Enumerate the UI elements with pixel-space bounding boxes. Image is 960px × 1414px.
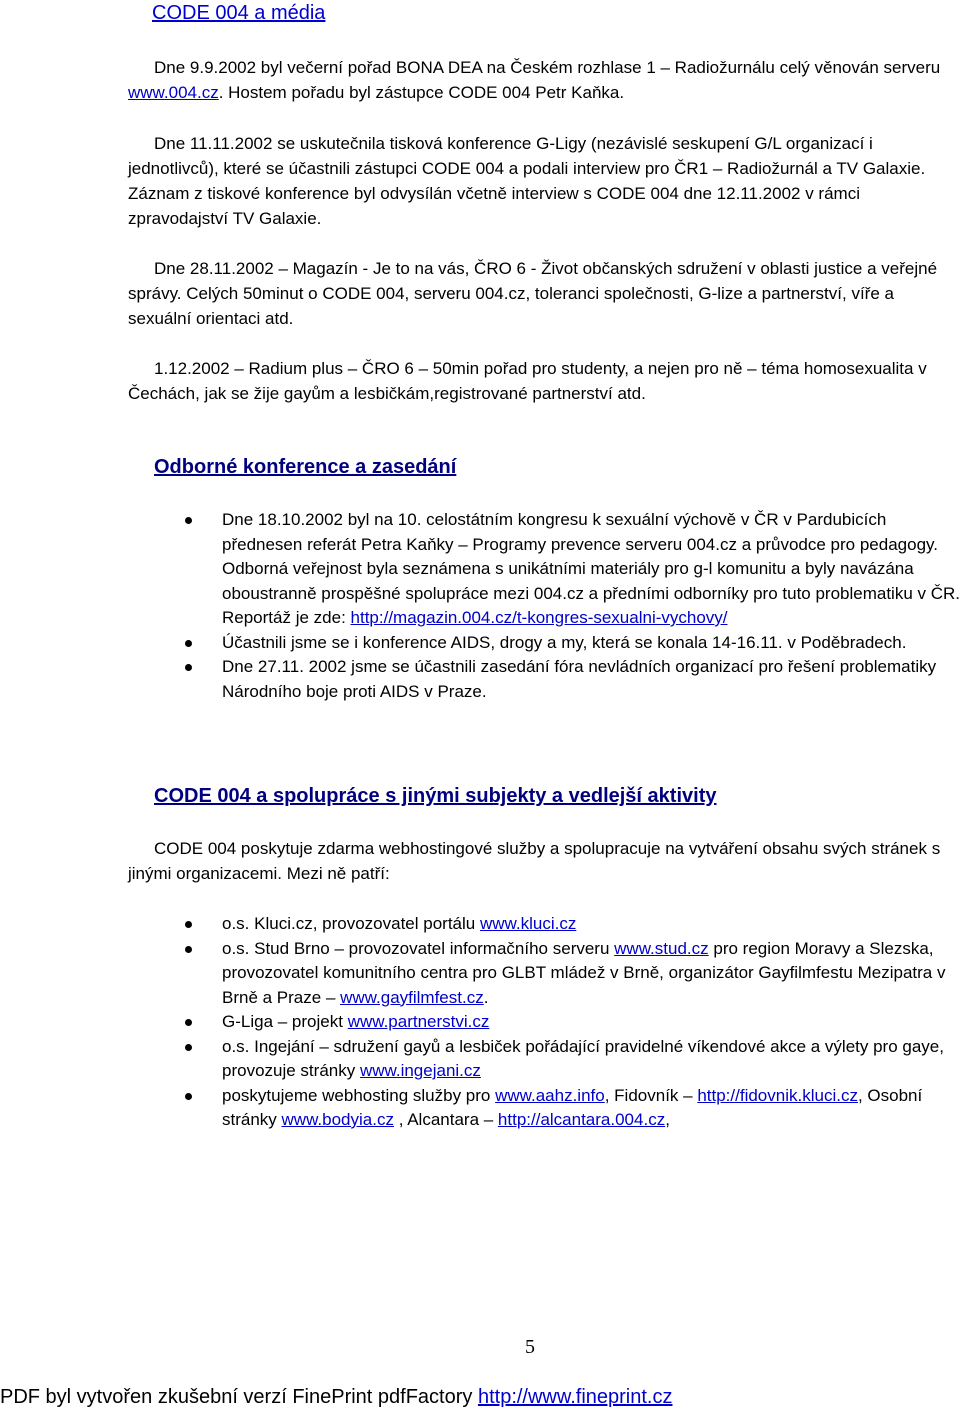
coop-item-5-text-a: poskytujeme webhosting služby pro	[222, 1085, 496, 1105]
list-item	[180, 912, 960, 937]
media-paragraph-3: Dne 28.11.2002 – Magazín - Je to na vás, ČRO 6 - Život občanských sdružení v oblasti justice a veřejné správy. Celých 50minut o CODE 004, serveru 004.cz, toleranci společnosti, G-lize a partnerství, víře a sexuální orientaci atd.	[128, 259, 938, 328]
pdf-footer	[0, 1386, 672, 1409]
conference-item-1-text: Dne 18.10.2002 byl na 10. celostátním kongresu k sexuální výchově v ČR v Pardubicích přednesen referát Petra Kaňky – Programy prevence serveru 004.cz a průvodce pro pedagogy. Odborná veřejnost byla seznámena s unikátními materiály pro g-l komunitu a byly navázána oboustranně prospěšné spolupráce mezi 004.cz a předními odborníky pro tuto problematiku v ČR. Reportáž je zde:	[222, 510, 960, 627]
link-kluci-cz[interactable]: www.kluci.cz	[479, 914, 577, 933]
conferences-list	[180, 508, 960, 704]
link-aahz-info[interactable]: www.aahz.info	[495, 1085, 605, 1105]
list-item: Dne 27.11. 2002 jsme se účastnili zasedání fóra nevládních organizací pro řešení problematiky Národního boje proti AIDS v Praze.	[180, 655, 960, 704]
coop-item-2-text-b: pro region Moravy a Slezska, provozovatel komunitního centra pro GLBT mládež v Brně, organizátor Gayfilmfestu Mezipatra v Brně a Praze –	[222, 938, 946, 1007]
page-number: 5	[525, 1336, 535, 1358]
link-bodyia-cz[interactable]: www.bodyia.cz	[281, 1110, 394, 1129]
link-gayfilmfest-cz[interactable]: www.gayfilmfest.cz	[340, 987, 484, 1007]
coop-item-5-text-e: ,	[665, 1110, 670, 1129]
cooperation-intro: CODE 004 poskytuje zdarma webhostingové služby a spolupracuje na vytváření obsahu svých stránek s jinými organizacemi. Mezi ně patří:	[128, 839, 941, 883]
coop-item-3-text: G-Liga – projekt	[222, 1012, 348, 1031]
coop-item-1-text: o.s. Kluci.cz, provozovatel portálu	[222, 914, 480, 933]
media-p1-text-b: . Hostem pořadu byl zástupce CODE 004 Petr Kaňka.	[218, 83, 625, 102]
cooperation-list	[180, 912, 960, 1133]
link-magazin-report[interactable]: http://magazin.004.cz/t-kongres-sexualni-vychovy/	[350, 608, 728, 627]
section-title-conferences: Odborné konference a zasedání	[154, 456, 457, 478]
list-item	[180, 1084, 960, 1133]
list-item	[180, 1010, 960, 1035]
media-paragraph-1	[128, 55, 960, 105]
coop-item-2-text-c: .	[483, 987, 489, 1007]
coop-item-5-text-b: , Fidovník –	[604, 1085, 698, 1105]
link-004-cz[interactable]: www.004.cz	[128, 83, 219, 102]
media-paragraph-4: 1.12.2002 – Radium plus – ČRO 6 – 50min pořad pro studenty, a nejen pro ně – téma homosexualita v Čechách, jak se žije gayům a lesbičkám,registrované partnerství atd.	[128, 359, 927, 403]
media-p1-text-a: Dne 9.9.2002 byl večerní pořad BONA DEA na Českém rozhlase 1 – Radiožurnálu celý věnován serveru	[154, 58, 941, 77]
coop-item-5-text-c: , Osobní stránky	[222, 1085, 923, 1129]
list-item	[180, 1035, 960, 1084]
coop-item-2-text-a: o.s. Stud Brno – provozovatel informačního serveru	[222, 938, 615, 958]
footer-text: PDF byl vytvořen zkušební verzí FinePrint pdfFactory	[0, 1386, 478, 1408]
coop-item-4-text: o.s. Ingejání – sdružení gayů a lesbiček pořádající pravidelné víkendové akce a výlety pro gaye, provozuje stránky	[222, 1036, 944, 1080]
coop-item-5-text-d: , Alcantara –	[393, 1110, 498, 1129]
link-ingejani-cz[interactable]: www.ingejani.cz	[359, 1061, 481, 1080]
list-item	[180, 937, 960, 1011]
media-paragraph-2: Dne 11.11.2002 se uskutečnila tisková konference G-Ligy (nezávislé seskupení G/L organizací i jednotlivců), které se účastnili zástupci CODE 004 a podali interview pro ČR1 – Radiožurnál a TV Galaxie. Záznam z tiskové konference byl odvysílán včetně interview s CODE 004 dne 12.11.2002 v rámci zpravodajství TV Galaxie.	[128, 134, 926, 228]
link-stud-cz[interactable]: www.stud.cz	[614, 938, 709, 958]
list-item: Účastnili jsme se i konference AIDS, drogy a my, která se konala 14-16.11. v Poděbradech.	[180, 631, 960, 656]
link-fineprint[interactable]: http://www.fineprint.cz	[477, 1386, 673, 1408]
link-alcantara[interactable]: http://alcantara.004.cz	[497, 1110, 666, 1129]
link-fidovnik[interactable]: http://fidovnik.kluci.cz	[697, 1085, 858, 1105]
section-title-media: CODE 004 a média	[152, 2, 326, 24]
list-item	[180, 508, 960, 631]
link-partnerstvi-cz[interactable]: www.partnerstvi.cz	[347, 1012, 490, 1031]
section-title-cooperation: CODE 004 a spolupráce s jinými subjekty a vedlejší aktivity	[154, 785, 717, 807]
